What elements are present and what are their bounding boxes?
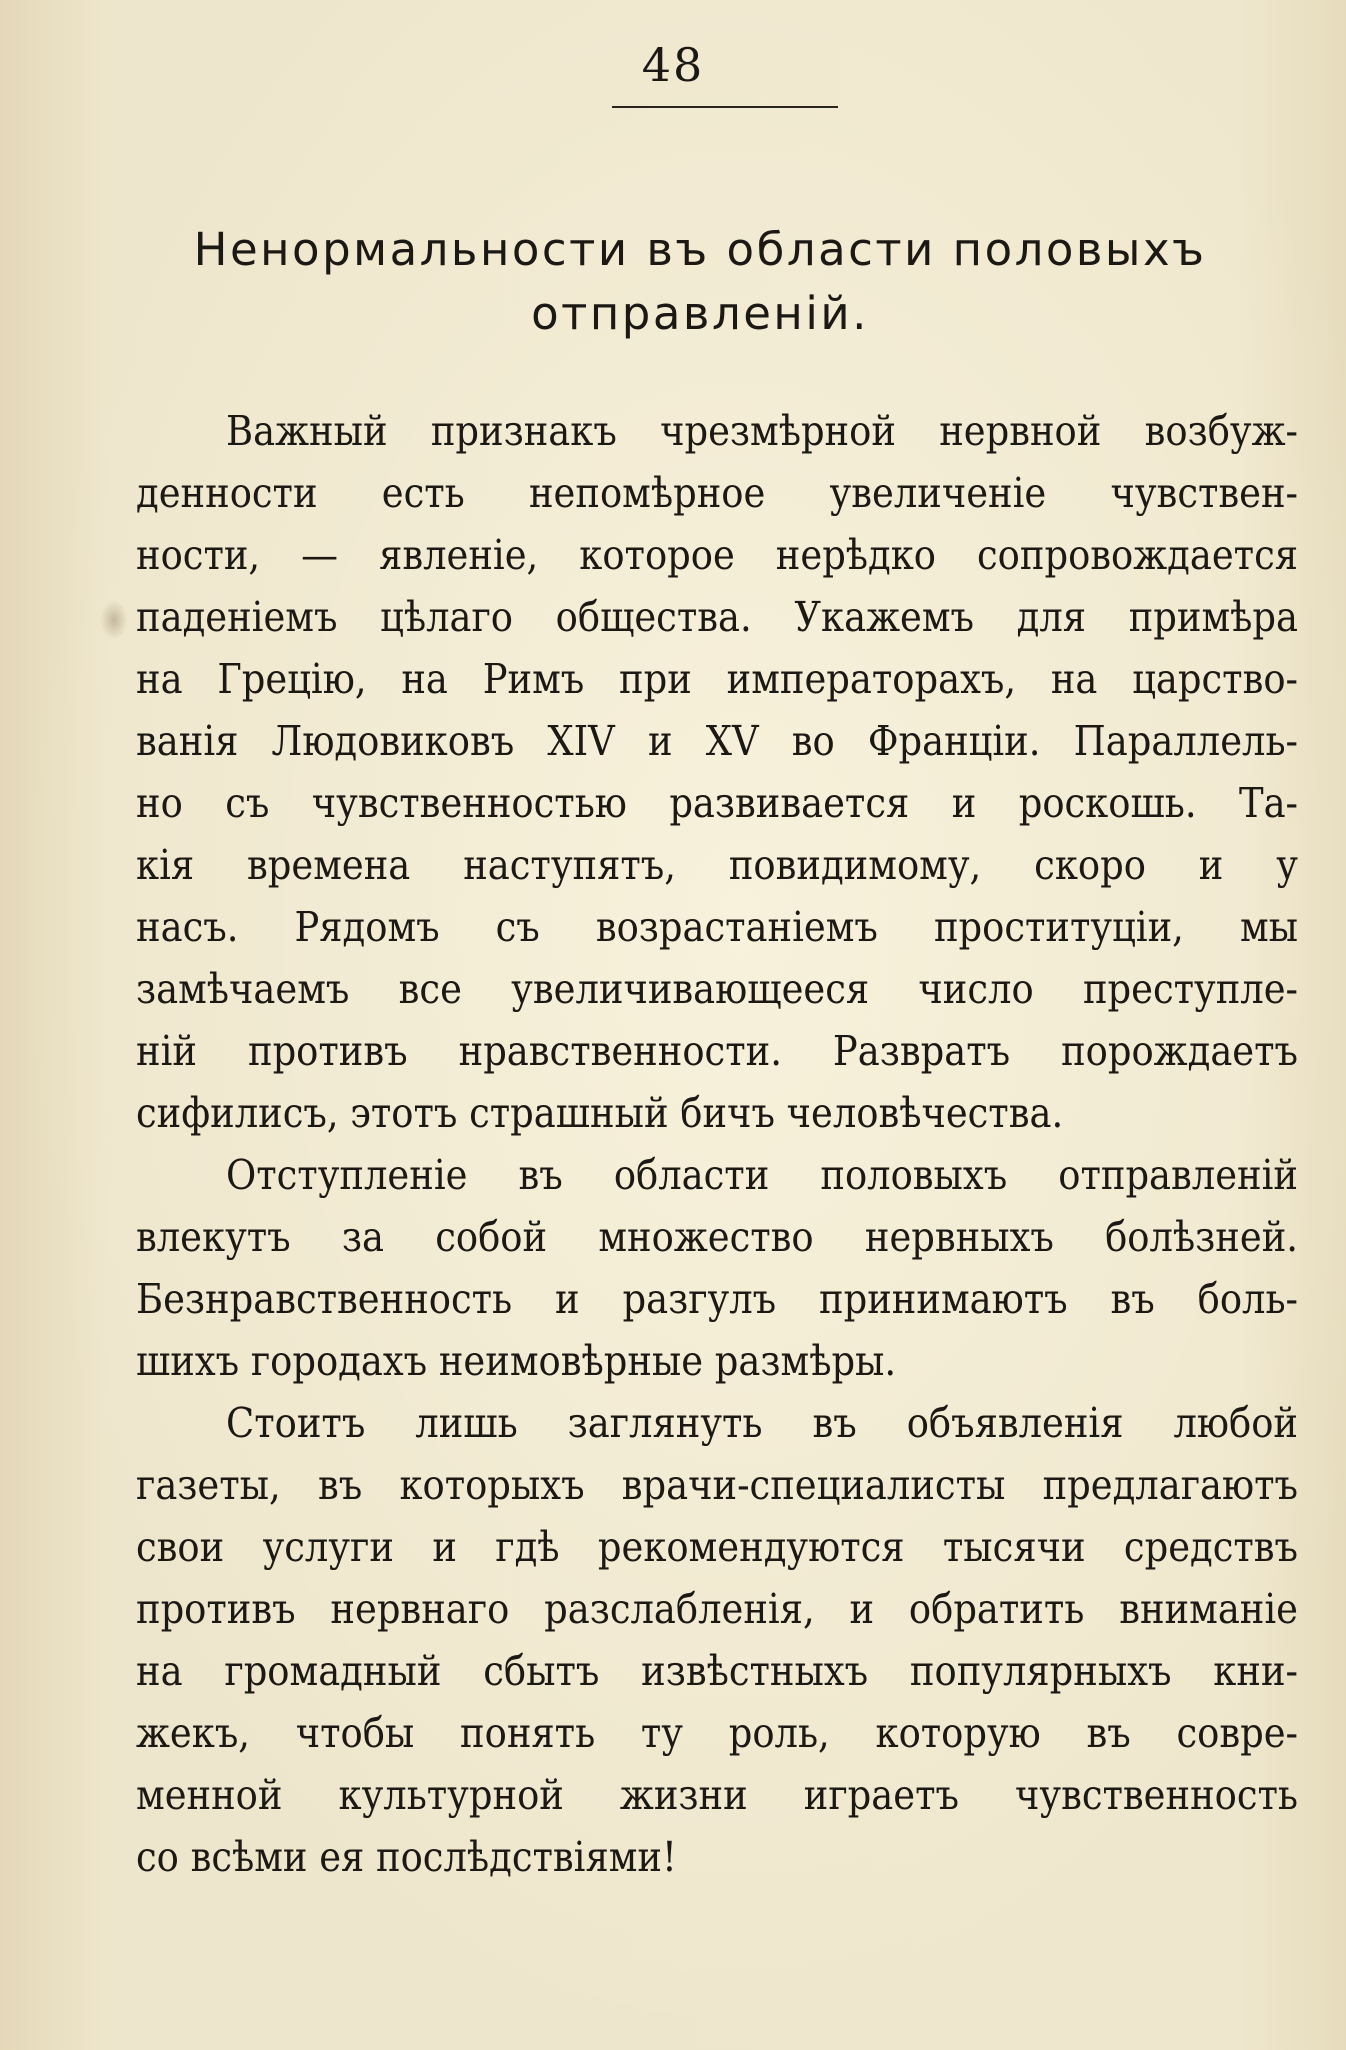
- text-line: насъ. Рядомъ съ возрастаніемъ проституціи, мы: [136, 903, 1298, 951]
- text-line: ванія Людовиковъ XIV и XV во Франціи. Параллель-: [136, 717, 1298, 765]
- text-line: ній противъ нравственности. Развратъ порождаетъ: [136, 1027, 1298, 1075]
- text-line: на громадный сбытъ извѣстныхъ популярныхъ кни-: [136, 1647, 1298, 1695]
- section-heading-line: отправленій.: [531, 287, 869, 340]
- text-line: Отступленіе въ области половыхъ отправленій: [226, 1151, 1298, 1199]
- text-line: паденіемъ цѣлаго общества. Укажемъ для примѣра: [136, 593, 1298, 641]
- text-line: замѣчаемъ все увеличивающееся число преступле-: [136, 965, 1298, 1013]
- text-line: но съ чувственностью развивается и роскошь. Та-: [136, 779, 1298, 827]
- section-heading: [100, 218, 1300, 346]
- text-line: газеты, въ которыхъ врачи-специалисты предлагаютъ: [136, 1461, 1298, 1509]
- text-line: сифилисъ, этотъ страшный бичъ человѣчества.: [136, 1089, 1064, 1137]
- text-line: жекъ, чтобы понять ту роль, которую въ совре-: [136, 1709, 1298, 1757]
- paragraph: [136, 1392, 1298, 1888]
- text-line: свои услуги и гдѣ рекомендуются тысячи средствъ: [136, 1523, 1298, 1571]
- paper-smudge: [100, 600, 128, 640]
- body-text: [136, 400, 1298, 1888]
- paragraph: [136, 1144, 1298, 1392]
- section-heading-line: Ненормальности въ области половыхъ: [193, 223, 1207, 276]
- text-line: на Грецію, на Римъ при императорахъ, на царство-: [136, 655, 1298, 703]
- paragraph: [136, 400, 1298, 1144]
- text-line: денности есть непомѣрное увеличеніе чувствен-: [136, 469, 1298, 517]
- text-line: влекутъ за собой множество нервныхъ болѣзней.: [136, 1213, 1298, 1261]
- page-number-rule: [612, 106, 838, 108]
- text-line: Стоитъ лишь заглянуть въ объявленія любой: [226, 1399, 1298, 1447]
- text-line: менной культурной жизни играетъ чувственность: [136, 1771, 1298, 1819]
- text-line: шихъ городахъ неимовѣрные размѣры.: [136, 1337, 897, 1385]
- text-line: Важный признакъ чрезмѣрной нервной возбуж-: [226, 407, 1298, 455]
- page-number: 48: [641, 38, 705, 92]
- text-line: ности, — явленіе, которое нерѣдко сопровождается: [136, 531, 1298, 579]
- text-line: со всѣми ея послѣдствіями!: [136, 1833, 677, 1881]
- text-line: кія времена наступятъ, повидимому, скоро и у: [136, 841, 1298, 889]
- text-line: Безнравственность и разгулъ принимаютъ въ боль-: [136, 1275, 1298, 1323]
- text-line: противъ нервнаго разслабленія, и обратить вниманіе: [136, 1585, 1298, 1633]
